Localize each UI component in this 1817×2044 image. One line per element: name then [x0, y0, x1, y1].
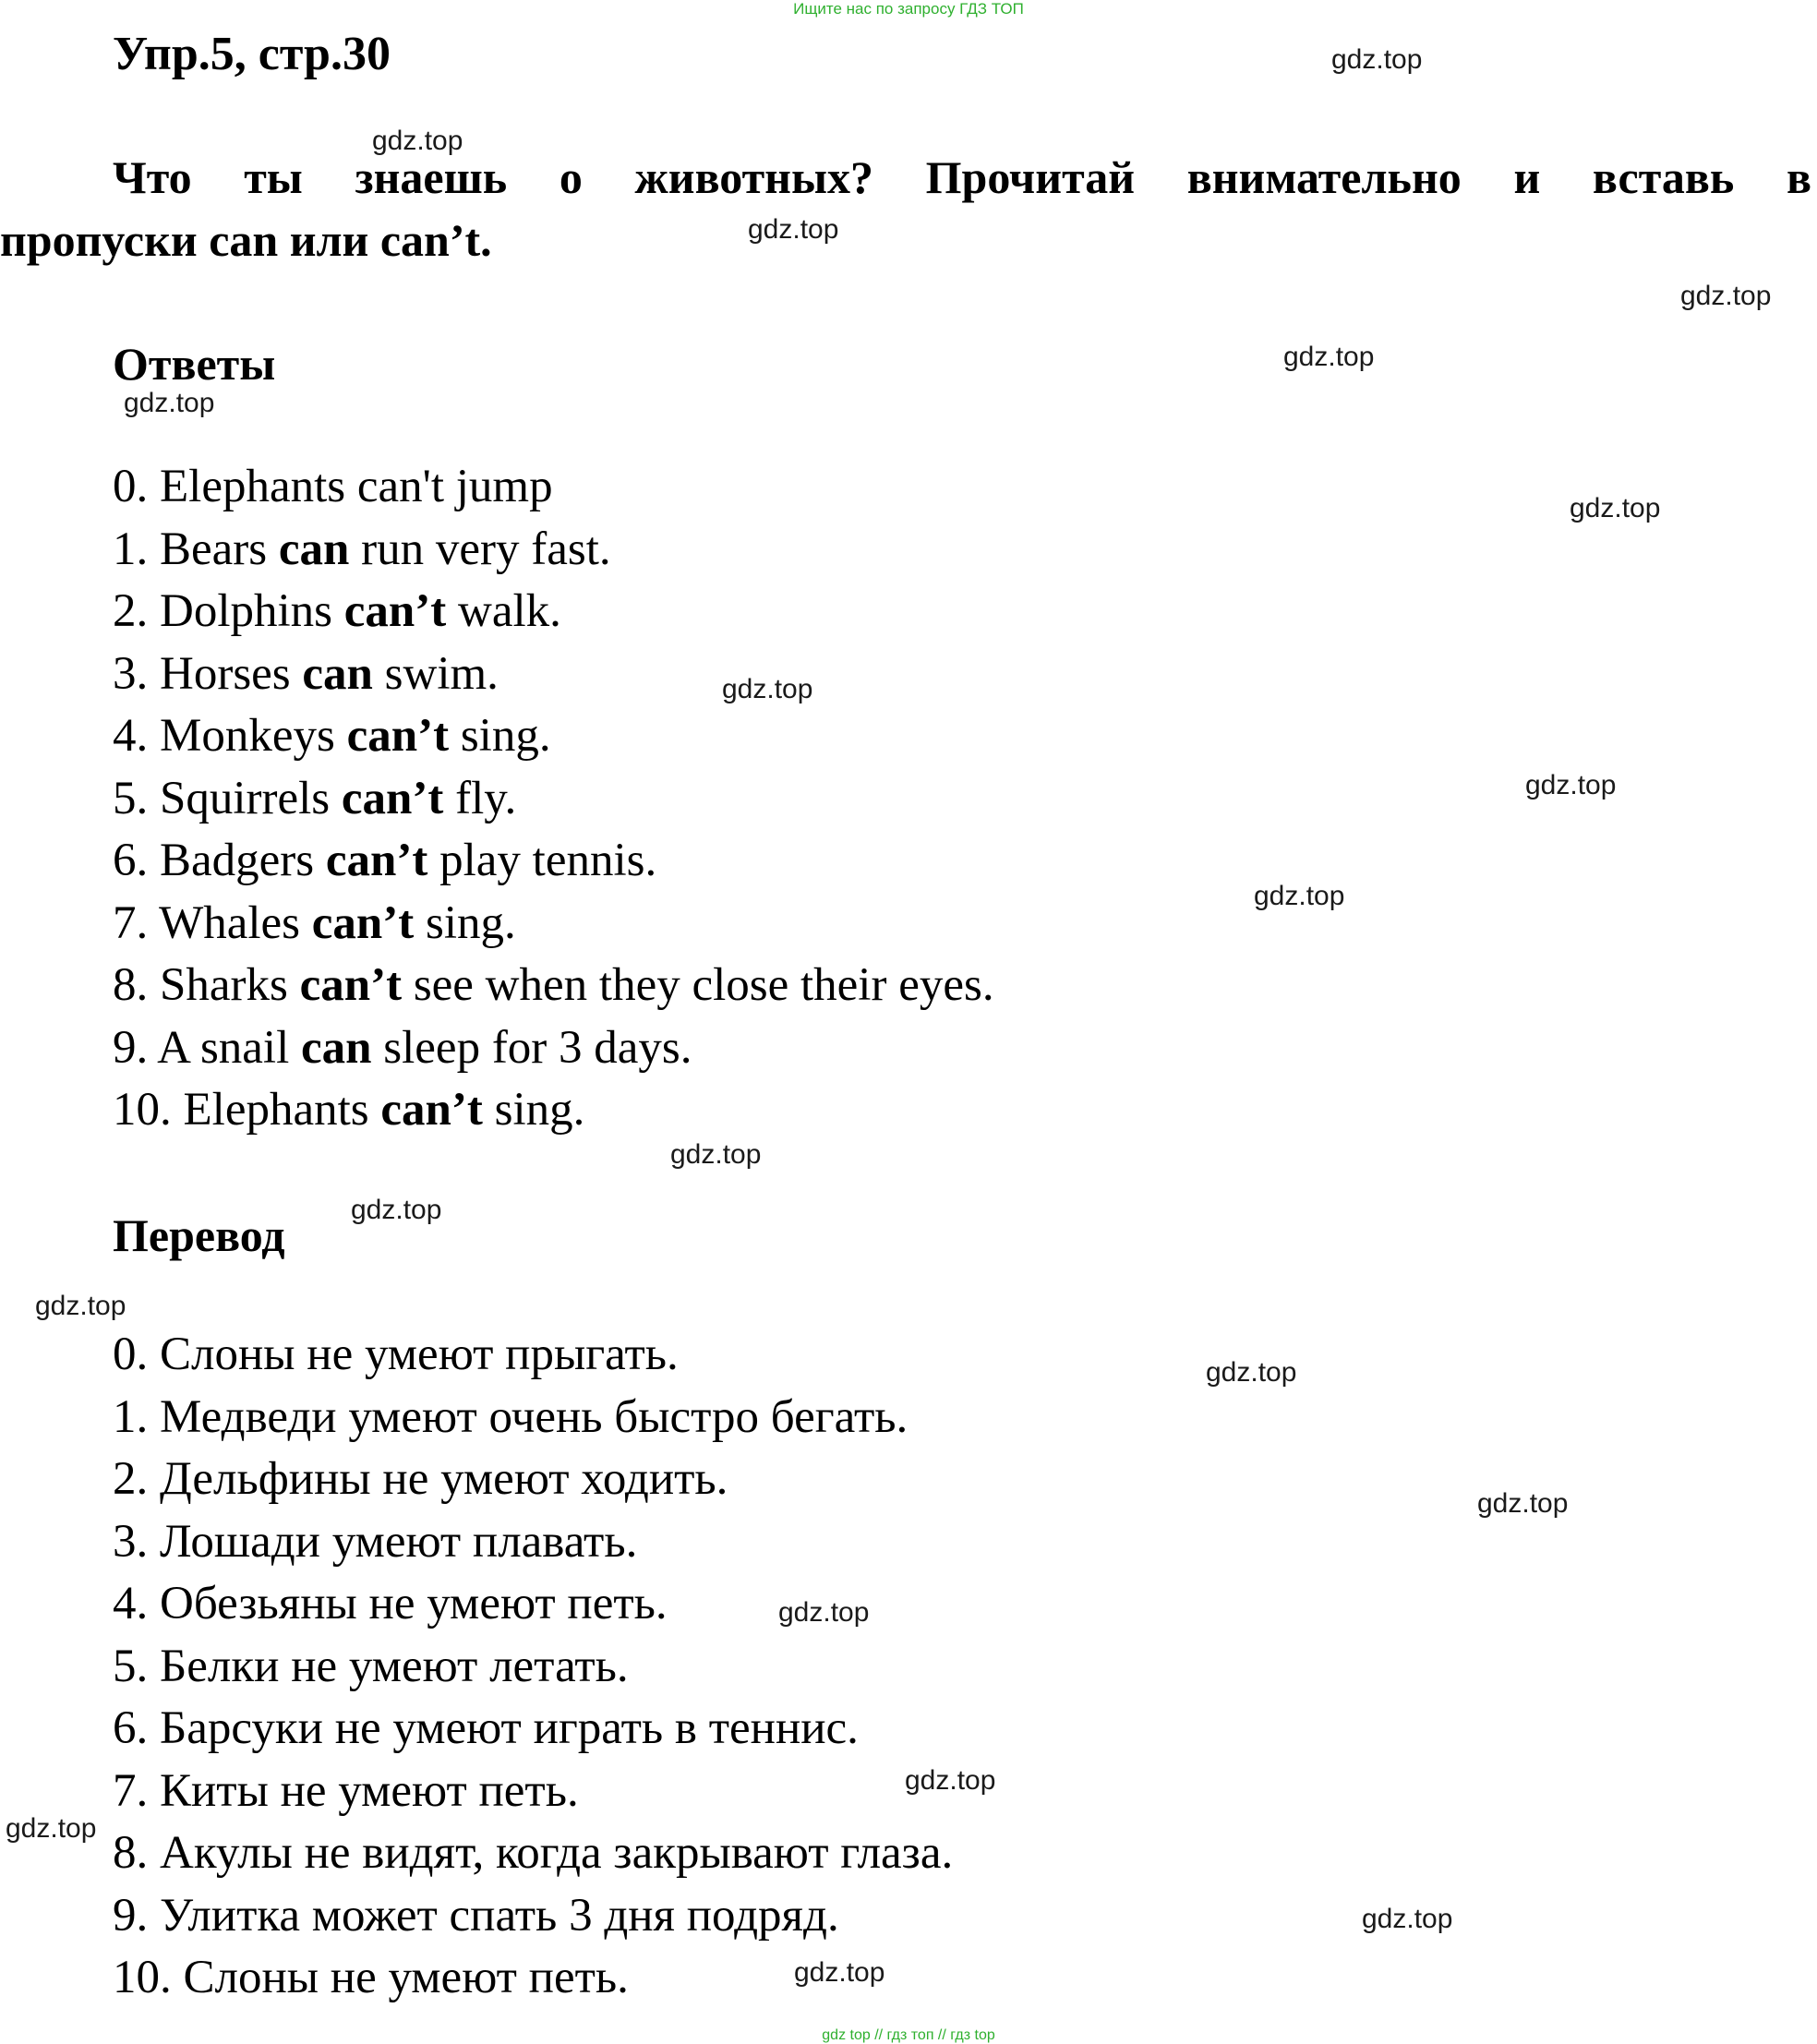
- watermark: gdz.top: [670, 1139, 762, 1170]
- watermark: gdz.top: [1206, 1357, 1297, 1388]
- answer-text: 5. Squirrels: [113, 772, 342, 824]
- answer-item: [113, 456, 994, 519]
- watermark: gdz.top: [35, 1291, 126, 1321]
- watermark: gdz.top: [1680, 281, 1772, 311]
- watermark: gdz.top: [1525, 770, 1617, 800]
- footer-links: gdz top // гдз топ // гдз top: [822, 2027, 995, 2043]
- watermark: gdz.top: [351, 1195, 442, 1225]
- translation-heading: Перевод: [113, 1209, 285, 1261]
- translation-item: 0. Слоны не умеют прыгать.: [113, 1329, 679, 1380]
- answer-text: run very fast.: [349, 523, 611, 575]
- answer-verb: can’t: [311, 896, 415, 949]
- watermark: gdz.top: [1283, 342, 1375, 372]
- watermark: gdz.top: [722, 674, 813, 704]
- answer-verb: can’t: [380, 1084, 483, 1136]
- answer-text: 1. Bears: [113, 523, 279, 575]
- answer-item: [113, 768, 994, 831]
- task-word: в: [1786, 151, 1811, 203]
- answer-text: 4. Monkeys: [113, 710, 347, 762]
- translation-item: 3. Лошади умеют плавать.: [113, 1515, 638, 1568]
- answer-text: walk.: [446, 585, 561, 637]
- watermark: gdz.top: [1570, 493, 1661, 523]
- answer-text: 0. Elephants can't jump: [113, 461, 553, 512]
- answer-text: 8. Sharks: [113, 959, 300, 1011]
- answer-text: fly.: [443, 772, 517, 824]
- answer-text: 9. A snail: [113, 1021, 302, 1074]
- task-line-1: [0, 146, 1811, 209]
- answer-item: [113, 1079, 994, 1142]
- answer-text: sing.: [482, 1084, 585, 1136]
- answer-text: sing.: [449, 710, 551, 762]
- translation-item: 1. Медведи умеют очень быстро бегать.: [113, 1390, 908, 1443]
- watermark: gdz.top: [372, 126, 463, 156]
- answer-item: [113, 893, 994, 956]
- watermark: gdz.top: [1477, 1488, 1569, 1519]
- top-banner: Ищите нас по запросу ГДЗ ТОП: [793, 0, 1024, 18]
- watermark: gdz.top: [6, 1813, 97, 1844]
- task-word: Прочитай: [925, 151, 1136, 203]
- task-line-2: пропуски can или can’t.: [0, 214, 492, 266]
- answer-text: 10. Elephants: [113, 1084, 381, 1136]
- page-title: Упр.5, стр.30: [113, 28, 391, 80]
- answer-text: see when they close their eyes.: [402, 959, 994, 1011]
- answer-text: 7. Whales: [113, 896, 312, 949]
- translation-item: 8. Акулы не видят, когда закрывают глаза.: [113, 1827, 954, 1879]
- answer-verb: can’t: [299, 959, 403, 1011]
- task-word: вставь: [1592, 151, 1735, 203]
- watermark: gdz.top: [124, 388, 215, 418]
- answers-heading: Ответы: [113, 338, 276, 390]
- task-word: ты: [244, 151, 303, 203]
- translation-item: 6. Барсуки не умеют играть в теннис.: [113, 1702, 859, 1754]
- watermark: gdz.top: [1362, 1904, 1453, 1934]
- answer-verb: can: [301, 1021, 372, 1074]
- answer-item: [113, 705, 994, 768]
- answer-text: sing.: [414, 896, 516, 949]
- answer-verb: can’t: [343, 585, 447, 637]
- answer-item: [113, 955, 994, 1017]
- watermark: gdz.top: [905, 1765, 996, 1796]
- answer-verb: can’t: [346, 710, 450, 762]
- task-word: внимательно: [1186, 151, 1462, 203]
- answer-verb: can: [302, 647, 373, 700]
- answer-verb: can’t: [325, 835, 428, 886]
- watermark: gdz.top: [1331, 44, 1423, 75]
- answer-text: 6. Badgers: [113, 835, 326, 886]
- translation-item: 5. Белки не умеют летать.: [113, 1640, 629, 1692]
- watermark: gdz.top: [748, 214, 839, 245]
- task-text: [0, 146, 1811, 271]
- translation-item: 9. Улитка может спать 3 дня подряд.: [113, 1889, 839, 1942]
- answer-text: 2. Dolphins: [113, 585, 344, 637]
- watermark: gdz.top: [778, 1597, 870, 1628]
- task-word: животных?: [634, 151, 874, 203]
- answer-verb: can: [278, 523, 350, 575]
- answer-item: [113, 519, 994, 582]
- answer-text: 3. Horses: [113, 647, 303, 700]
- task-word: о: [559, 151, 583, 203]
- watermark: gdz.top: [794, 1957, 885, 1988]
- task-word: и: [1513, 151, 1541, 203]
- answer-item: [113, 1017, 994, 1080]
- answer-text: swim.: [372, 647, 499, 700]
- translation-item: 4. Обезьяны не умеют петь.: [113, 1578, 668, 1629]
- translation-item: 7. Киты не умеют петь.: [113, 1764, 579, 1817]
- translation-item: 2. Дельфины не умеют ходить.: [113, 1453, 728, 1505]
- answer-verb: can’t: [341, 772, 444, 824]
- answer-item: [113, 830, 994, 893]
- translation-list: [113, 1324, 953, 2010]
- answer-text: play tennis.: [427, 835, 657, 886]
- watermark: gdz.top: [1254, 881, 1345, 911]
- answer-text: sleep for 3 days.: [371, 1021, 692, 1074]
- answers-list: [113, 456, 994, 1142]
- answer-item: [113, 581, 994, 643]
- translation-item: 10. Слоны не умеют петь.: [113, 1952, 629, 2003]
- answer-item: [113, 643, 994, 706]
- task-word: знаешь: [355, 151, 508, 203]
- task-word: Что: [113, 151, 192, 203]
